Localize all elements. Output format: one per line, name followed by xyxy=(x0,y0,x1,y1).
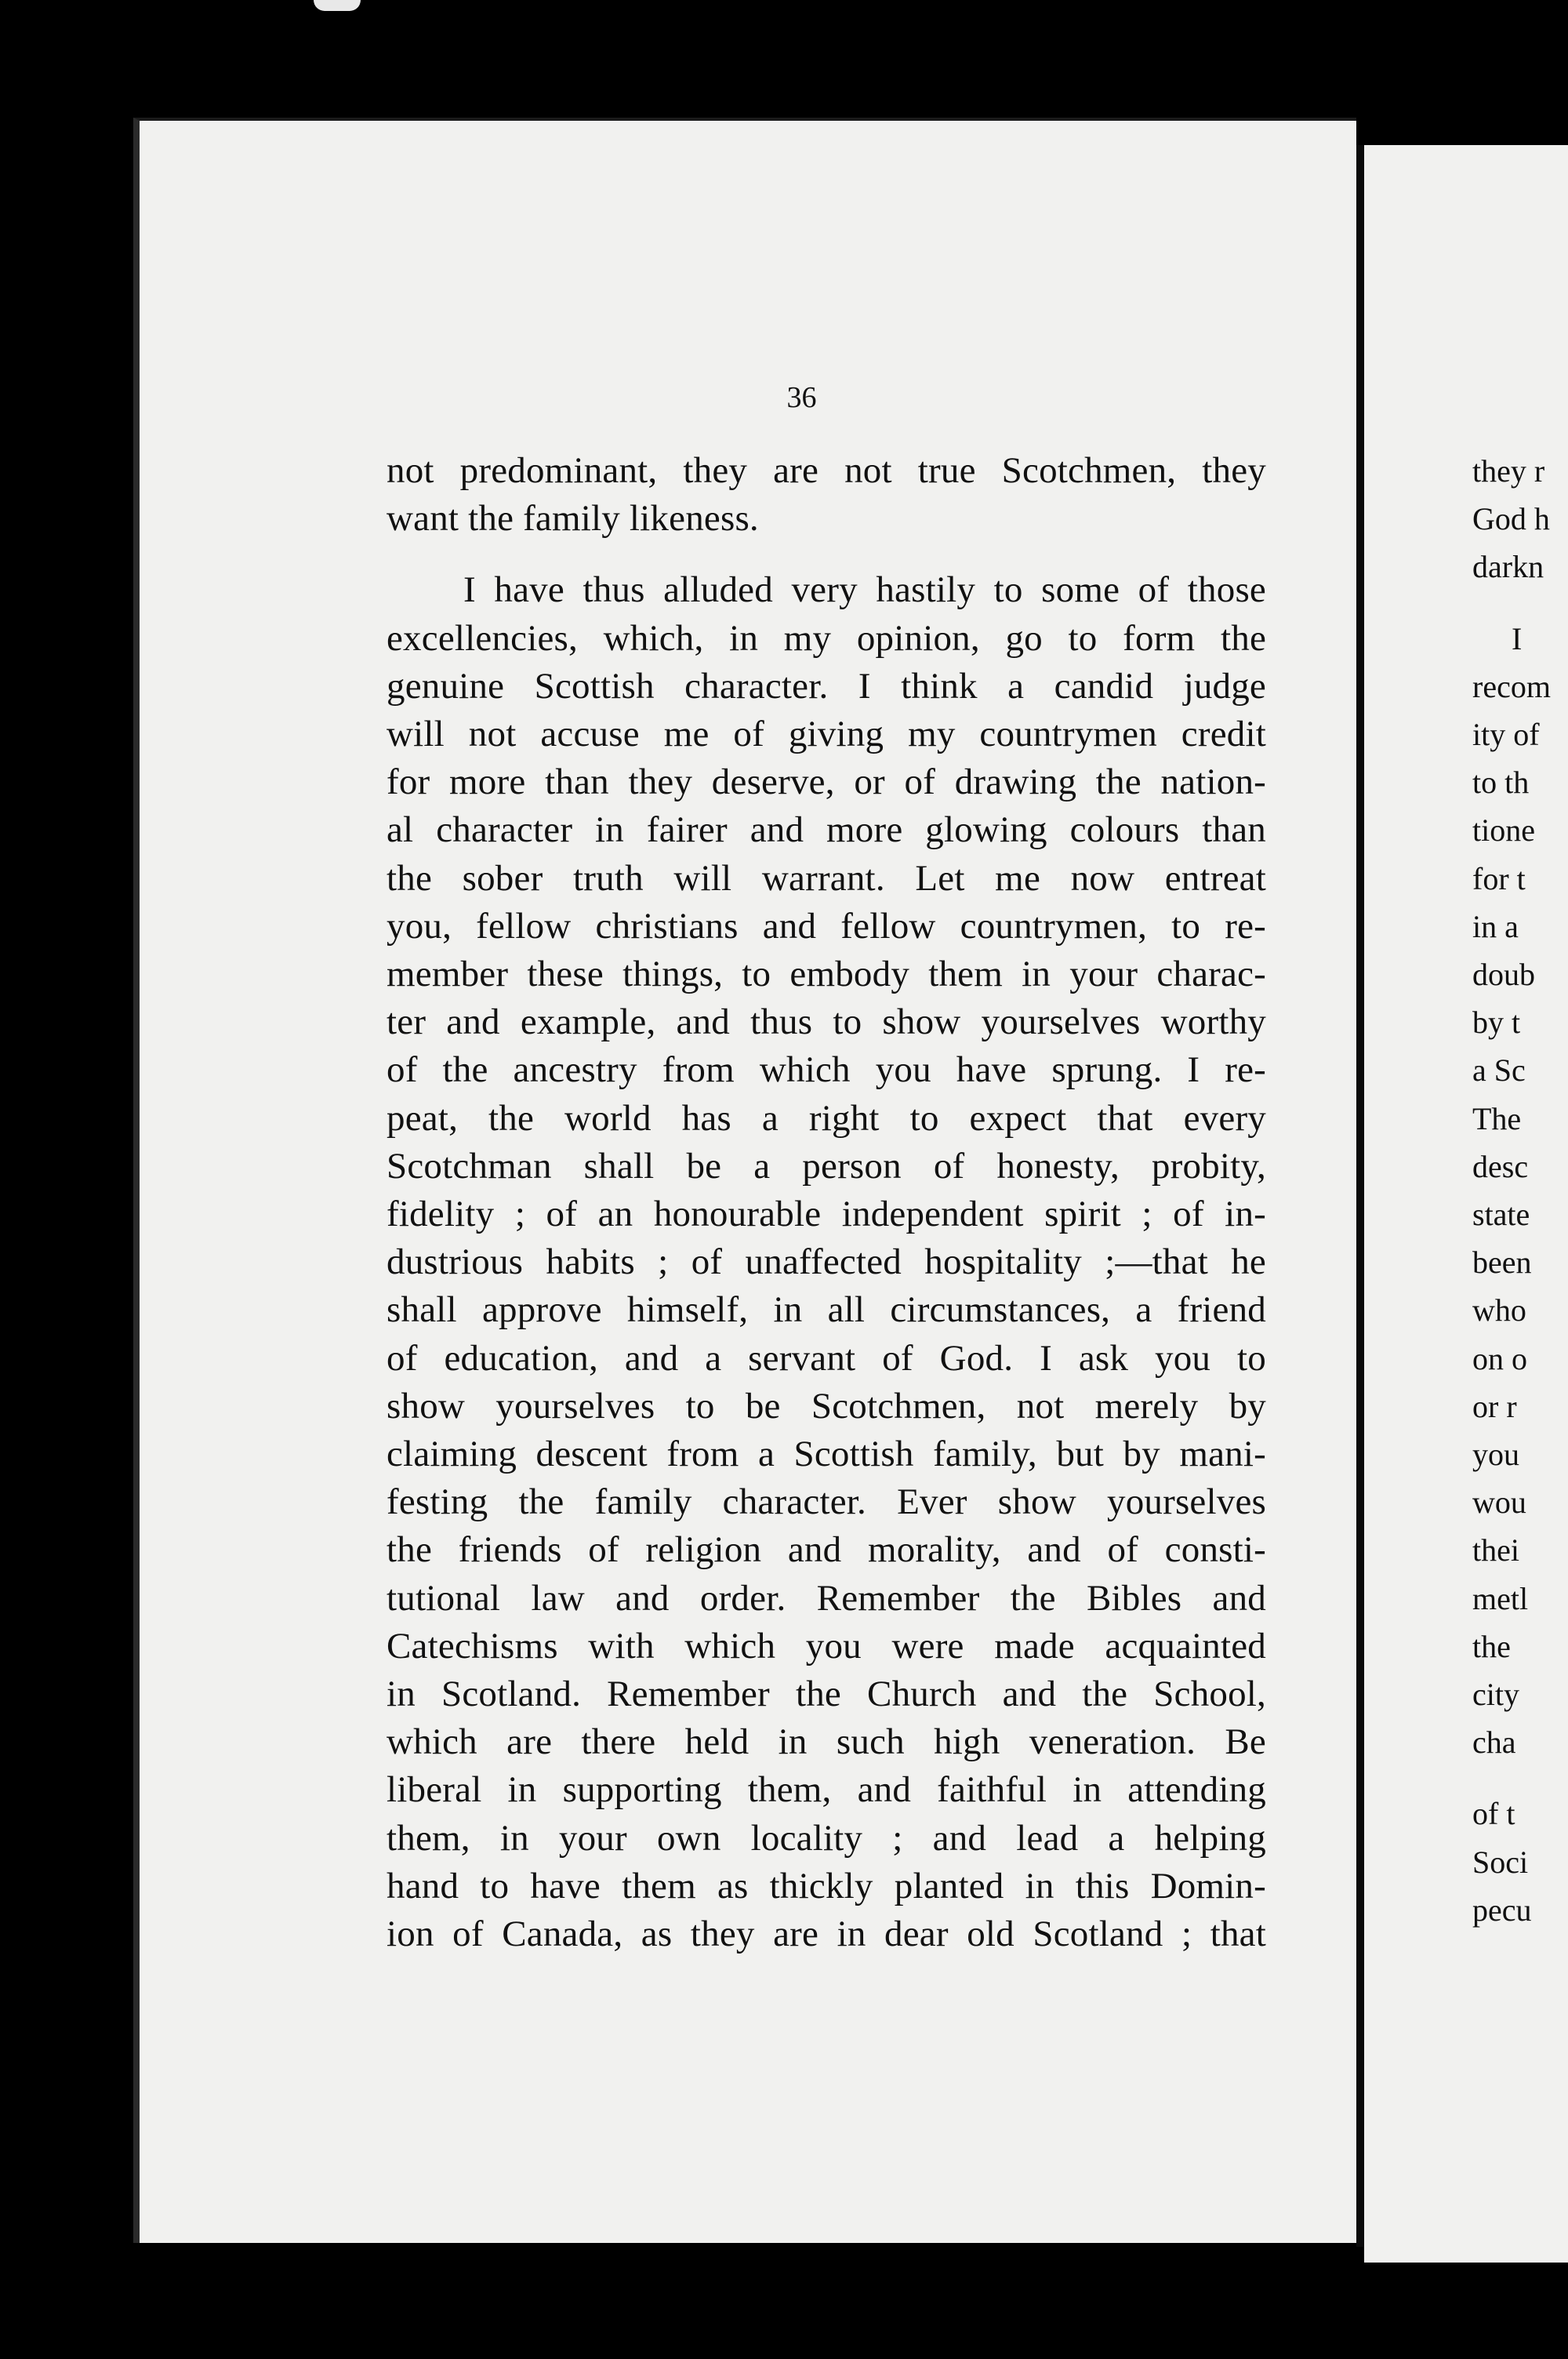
cropped-text-line: desc xyxy=(1472,1148,1529,1184)
cropped-text-line: cha xyxy=(1472,1725,1516,1761)
cropped-text-line: darkn xyxy=(1472,549,1544,585)
cropped-text-line: Soci xyxy=(1472,1844,1529,1880)
cropped-text-line: the xyxy=(1472,1628,1511,1664)
text-line: Scotchman shall be a person of honesty, probity, xyxy=(387,1145,1266,1187)
cropped-text-line: or r xyxy=(1472,1388,1517,1424)
cropped-text-line: a Sc xyxy=(1472,1052,1526,1089)
cropped-text-line: city xyxy=(1472,1677,1519,1713)
paragraph-gap xyxy=(387,543,1266,566)
text-line: not predominant, they are not true Scotchmen, they xyxy=(387,450,1266,491)
text-line: the friends of religion and morality, and of consti- xyxy=(387,1529,1266,1571)
cropped-text-line: state xyxy=(1472,1197,1530,1233)
text-line: of education, and a servant of God. I ask you to xyxy=(387,1337,1266,1379)
cropped-text-line: recom xyxy=(1472,668,1551,704)
cropped-text-line: by t xyxy=(1472,1005,1521,1041)
text-line: which are there held in such high veneration. Be xyxy=(387,1721,1266,1763)
cropped-text-line: in a xyxy=(1472,908,1519,944)
text-line: want the family likeness. xyxy=(387,498,759,540)
cropped-text-line: thei xyxy=(1472,1532,1519,1568)
right-page-cropped-text xyxy=(1472,447,1551,1934)
text-line: festing the family character. Ever show yourselves xyxy=(387,1481,1266,1523)
cropped-text-line: The xyxy=(1472,1100,1522,1136)
cropped-text-line: I xyxy=(1512,620,1523,656)
text-line: excellencies, which, in my opinion, go to form the xyxy=(387,617,1266,659)
cropped-text-line: been xyxy=(1472,1245,1532,1281)
cropped-text-line: God h xyxy=(1472,501,1550,537)
text-line: will not accuse me of giving my countrymen credit xyxy=(387,714,1266,755)
cropped-text-line: metl xyxy=(1472,1580,1529,1616)
text-line: claiming descent from a Scottish family, but by mani- xyxy=(387,1434,1266,1475)
cropped-text-line: on o xyxy=(1472,1340,1527,1376)
left-page-body-text xyxy=(387,447,1266,1958)
text-line: dustrious habits ; of unaffected hospitality ;—that he xyxy=(387,1241,1266,1283)
cropped-text-line: you xyxy=(1472,1437,1519,1473)
text-line: I have thus alluded very hastily to some of those xyxy=(463,569,1266,611)
page-number: 36 xyxy=(786,381,817,414)
text-line: them, in your own locality ; and lead a helping xyxy=(387,1817,1266,1859)
cropped-text-line: to th xyxy=(1472,765,1530,801)
text-line: peat, the world has a right to expect that every xyxy=(387,1097,1266,1139)
text-line: liberal in supporting them, and faithful in attending xyxy=(387,1769,1266,1811)
text-line: show yourselves to be Scotchmen, not merely by xyxy=(387,1385,1266,1427)
cropped-text-line: of t xyxy=(1472,1796,1515,1832)
scan-artifact xyxy=(314,0,361,11)
text-line: al character in fairer and more glowing colours than xyxy=(387,809,1266,851)
cropped-text-line: pecu xyxy=(1472,1892,1532,1928)
cropped-text-line: they r xyxy=(1472,453,1545,489)
cropped-text-line: doub xyxy=(1472,957,1535,993)
text-line: you, fellow christians and fellow countrymen, to re- xyxy=(387,905,1266,947)
text-line: fidelity ; of an honourable independent spirit ; of in- xyxy=(387,1194,1266,1235)
text-line: tutional law and order. Remember the Bibles and xyxy=(387,1577,1266,1619)
cropped-text-line: wou xyxy=(1472,1485,1526,1521)
cropped-text-line: ity of xyxy=(1472,717,1540,753)
text-line: ter and example, and thus to show yourselves worthy xyxy=(387,1001,1266,1043)
text-line: genuine Scottish character. I think a candid judge xyxy=(387,665,1266,707)
text-line: shall approve himself, in all circumstances, a friend xyxy=(387,1289,1266,1331)
text-line: of the ancestry from which you have sprung. I re- xyxy=(387,1049,1266,1091)
text-line: hand to have them as thickly planted in this Domin- xyxy=(387,1865,1266,1906)
cropped-text-line: who xyxy=(1472,1292,1526,1329)
paragraph-gap xyxy=(1472,591,1551,615)
cropped-text-line: for t xyxy=(1472,860,1526,896)
text-line: for more than they deserve, or of drawing the nation- xyxy=(387,761,1266,803)
text-line: Catechisms with which you were made acquainted xyxy=(387,1625,1266,1667)
text-line: ion of Canada, as they are in dear old Scotland ; that xyxy=(387,1914,1266,1955)
text-line: the sober truth will warrant. Let me now entreat xyxy=(387,857,1266,899)
paragraph-gap xyxy=(1472,1766,1551,1790)
cropped-text-line: tione xyxy=(1472,812,1535,849)
text-line: member these things, to embody them in your charac- xyxy=(387,954,1266,995)
text-line: in Scotland. Remember the Church and the School, xyxy=(387,1674,1266,1715)
book-gutter xyxy=(1356,145,1364,2247)
